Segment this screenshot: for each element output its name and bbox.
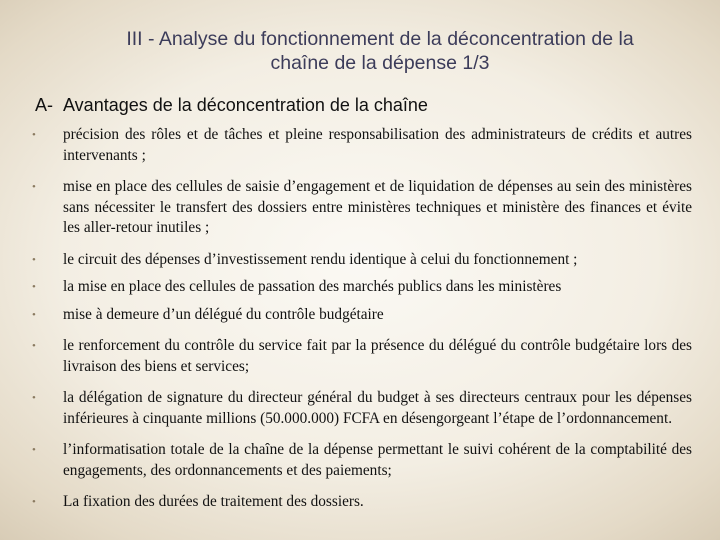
bullet-text: la mise en place des cellules de passation des marchés publics dans les ministères	[63, 278, 562, 295]
bullet-text: mise à demeure d’un délégué du contrôle budgétaire	[63, 305, 384, 323]
slide-title	[40, 27, 720, 75]
bullet-text: mise en place des cellules de saisie d’engagement et de liquidation de dépenses au sein des ministères sans nécessiter le transfert des dossiers entre ministères techniques et ministère des finances et évite les aller-retour inutiles ;	[63, 178, 692, 236]
section-heading-text: Avantages de la déconcentration de la chaîne	[63, 95, 428, 115]
bullet-text: le renforcement du contrôle du service fait par la présence du délégué du contrôle budgétaire lors des livraison des biens et services;	[63, 337, 692, 375]
bullet-dot-icon: •	[32, 444, 36, 456]
bullet-item	[30, 492, 692, 513]
bullet-item	[30, 336, 692, 377]
bullet-text: La fixation des durées de traitement des dossiers.	[63, 493, 364, 510]
bullet-dot-icon: •	[32, 340, 36, 352]
bullet-item	[30, 277, 692, 298]
bullet-text: la délégation de signature du directeur général du budget à ses directeurs centraux pour les dépenses inférieures à cinquante millions (50.000.000) FCFA en désengorgeant l’étape de l’ordonnancement.	[63, 389, 692, 427]
bullet-dot-icon: •	[32, 281, 36, 293]
bullet-item	[30, 305, 692, 326]
slide-title-line-2: chaîne de la dépense 1/3	[270, 52, 490, 74]
bullet-dot-icon: •	[32, 253, 36, 266]
bullet-item	[30, 125, 692, 166]
bullet-dot-icon: •	[32, 308, 36, 321]
section-letter: A-	[35, 95, 53, 115]
bullet-dot-icon: •	[32, 181, 36, 193]
bullet-item	[30, 440, 692, 481]
bullet-dot-icon: •	[32, 496, 36, 508]
section-heading	[35, 95, 428, 116]
bullet-list	[30, 125, 692, 513]
slide-title-line-1: III - Analyse du fonctionnement de la déconcentration de la	[126, 28, 634, 50]
bullet-item	[30, 177, 692, 239]
bullet-dot-icon: •	[32, 129, 36, 141]
bullet-text: précision des rôles et de tâches et pleine responsabilisation des administrateurs de crédits et autres intervenants ;	[63, 126, 692, 164]
bullet-item	[30, 388, 692, 429]
bullet-text: le circuit des dépenses d’investissement rendu identique à celui du fonctionnement ;	[63, 250, 578, 268]
bullet-text: l’informatisation totale de la chaîne de la dépense permettant le suivi cohérent de la comptabilité des engagements, des ordonnancements et des paiements;	[63, 441, 692, 479]
bullet-item	[30, 250, 692, 271]
bullet-dot-icon: •	[32, 392, 36, 404]
